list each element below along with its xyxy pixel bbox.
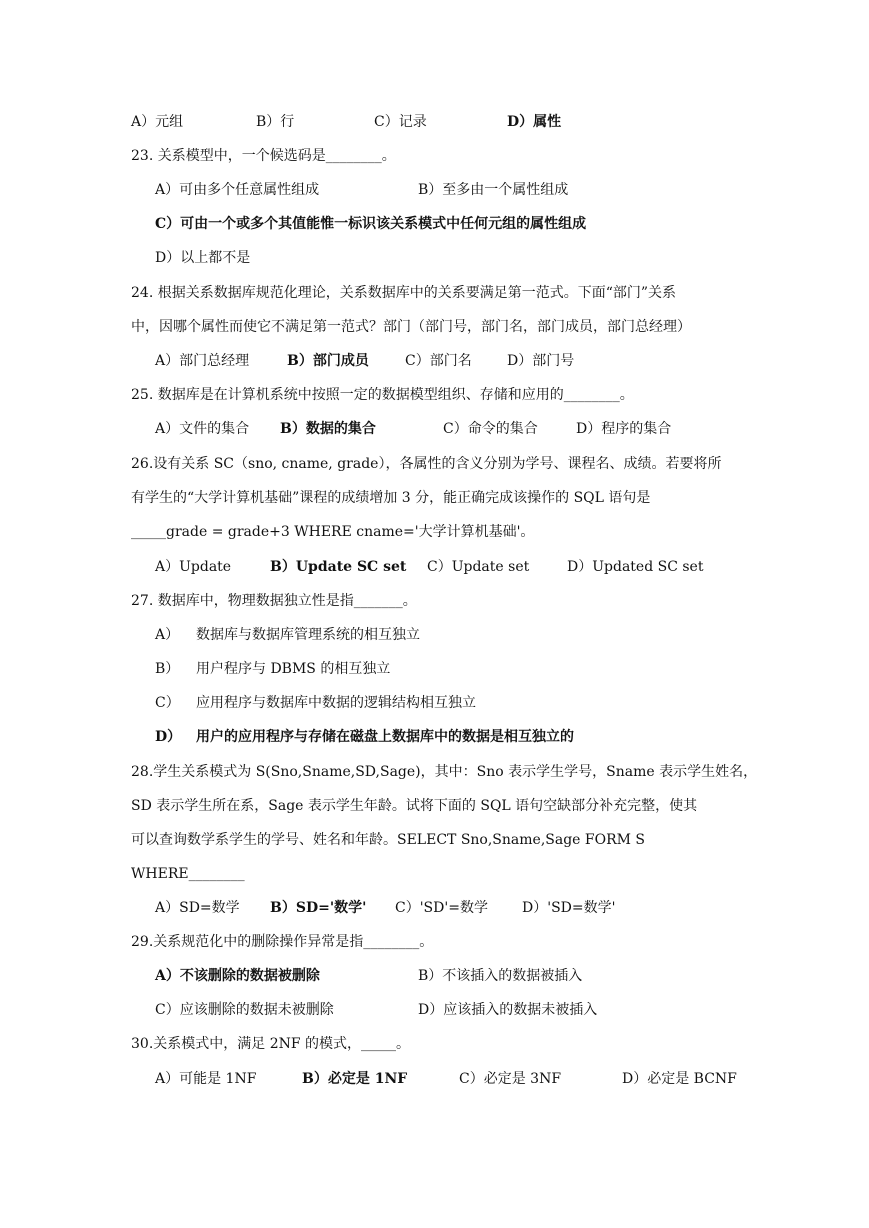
text-segment: D）Updated SC set — [567, 559, 704, 575]
text-segment: A）文件的集合 — [155, 421, 250, 437]
text-segment: B） — [155, 661, 180, 677]
text-segment: 用户的应用程序与存储在磁盘上数据库中的数据是相互独立的 — [196, 729, 574, 745]
text-segment: C）记录 — [374, 114, 427, 130]
text-segment: B）必定是 1NF — [302, 1071, 408, 1087]
text-segment: B）SD='数学' — [270, 900, 367, 916]
text-segment: 24. 根据关系数据库规范化理论，关系数据库中的关系要满足第一范式。下面“部门”关系 — [131, 285, 677, 301]
text-segment: C） — [155, 695, 180, 711]
text-segment: B）数据的集合 — [280, 421, 376, 437]
text-segment: D）属性 — [507, 114, 562, 130]
text-segment: 23. 关系模型中，一个候选码是________。 — [131, 148, 396, 164]
text-segment: C）'SD'=数学 — [395, 900, 488, 916]
text-segment: C）应该删除的数据未被删除 — [155, 1002, 334, 1018]
text-segment: D）应该插入的数据未被插入 — [418, 1002, 598, 1018]
text-segment: 应用程序与数据库中数据的逻辑结构相互独立 — [196, 695, 476, 711]
text-segment: B）不该插入的数据被插入 — [418, 968, 583, 984]
text-segment: 可以查询数学系学生的学号、姓名和年龄。SELECT Sno,Sname,Sage FORM S — [131, 832, 646, 848]
text-segment: D）以上都不是 — [155, 250, 251, 266]
text-segment: SD 表示学生所在系，Sage 表示学生年龄。试将下面的 SQL 语句空缺部分补充完整，使其 — [131, 798, 698, 814]
text-segment: C）命令的集合 — [443, 421, 538, 437]
text-segment: D）程序的集合 — [576, 421, 672, 437]
text-segment: 27. 数据库中，物理数据独立性是指_______。 — [131, 593, 417, 609]
text-segment: D）'SD=数学' — [522, 900, 616, 916]
text-segment: A） — [155, 627, 180, 643]
text-segment: A）元组 — [131, 114, 184, 130]
text-segment: WHERE________ — [131, 866, 245, 882]
text-segment: B）Update SC set — [270, 559, 407, 575]
text-segment: B）至多由一个属性组成 — [418, 182, 569, 198]
text-segment: 28.学生关系模式为 S(Sno,Sname,SD,Sage)，其中：Sno 表示学生学号，Sname 表示学生姓名， — [131, 764, 758, 780]
text-segment: 30.关系模式中，满足 2NF 的模式，_____。 — [131, 1036, 411, 1052]
text-segment: C）可由一个或多个其值能惟一标识该关系模式中任何元组的属性组成 — [155, 216, 587, 232]
text-segment: A）可能是 1NF — [155, 1071, 257, 1087]
text-segment: C）部门名 — [405, 353, 472, 369]
text-segment: 29.关系规范化中的删除操作异常是指________。 — [131, 934, 434, 950]
text-segment: B）行 — [256, 114, 295, 130]
text-segment: 数据库与数据库管理系统的相互独立 — [196, 627, 420, 643]
text-segment: 中，因哪个属性而使它不满足第一范式？部门（部门号，部门名，部门成员，部门总经理） — [131, 319, 691, 335]
text-segment: 用户程序与 DBMS 的相互独立 — [196, 661, 391, 677]
text-segment: 26.设有关系 SC（sno, cname, grade），各属性的含义分别为学号、课程名、成绩。若要将所 — [131, 456, 722, 472]
text-segment: A）可由多个任意属性组成 — [155, 182, 320, 198]
text-segment: _____grade = grade+3 WHERE cname='大学计算机基础'。 — [131, 524, 535, 540]
text-segment: D）部门号 — [507, 353, 575, 369]
text-segment: A）SD=数学 — [155, 900, 240, 916]
text-segment: D） — [155, 729, 182, 745]
text-segment: 有学生的“大学计算机基础”课程的成绩增加 3 分，能正确完成该操作的 SQL 语句是 — [131, 490, 651, 506]
text-segment: 25. 数据库是在计算机系统中按照一定的数据模型组织、存储和应用的________。 — [131, 387, 634, 403]
text-segment: B）部门成员 — [287, 353, 369, 369]
text-segment: C）Update set — [427, 559, 530, 575]
text-segment: A）Update — [155, 559, 232, 575]
text-segment: A）不该删除的数据被删除 — [155, 968, 320, 984]
text-segment: D）必定是 BCNF — [622, 1071, 737, 1087]
text-segment: C）必定是 3NF — [459, 1071, 562, 1087]
text-segment: A）部门总经理 — [155, 353, 250, 369]
